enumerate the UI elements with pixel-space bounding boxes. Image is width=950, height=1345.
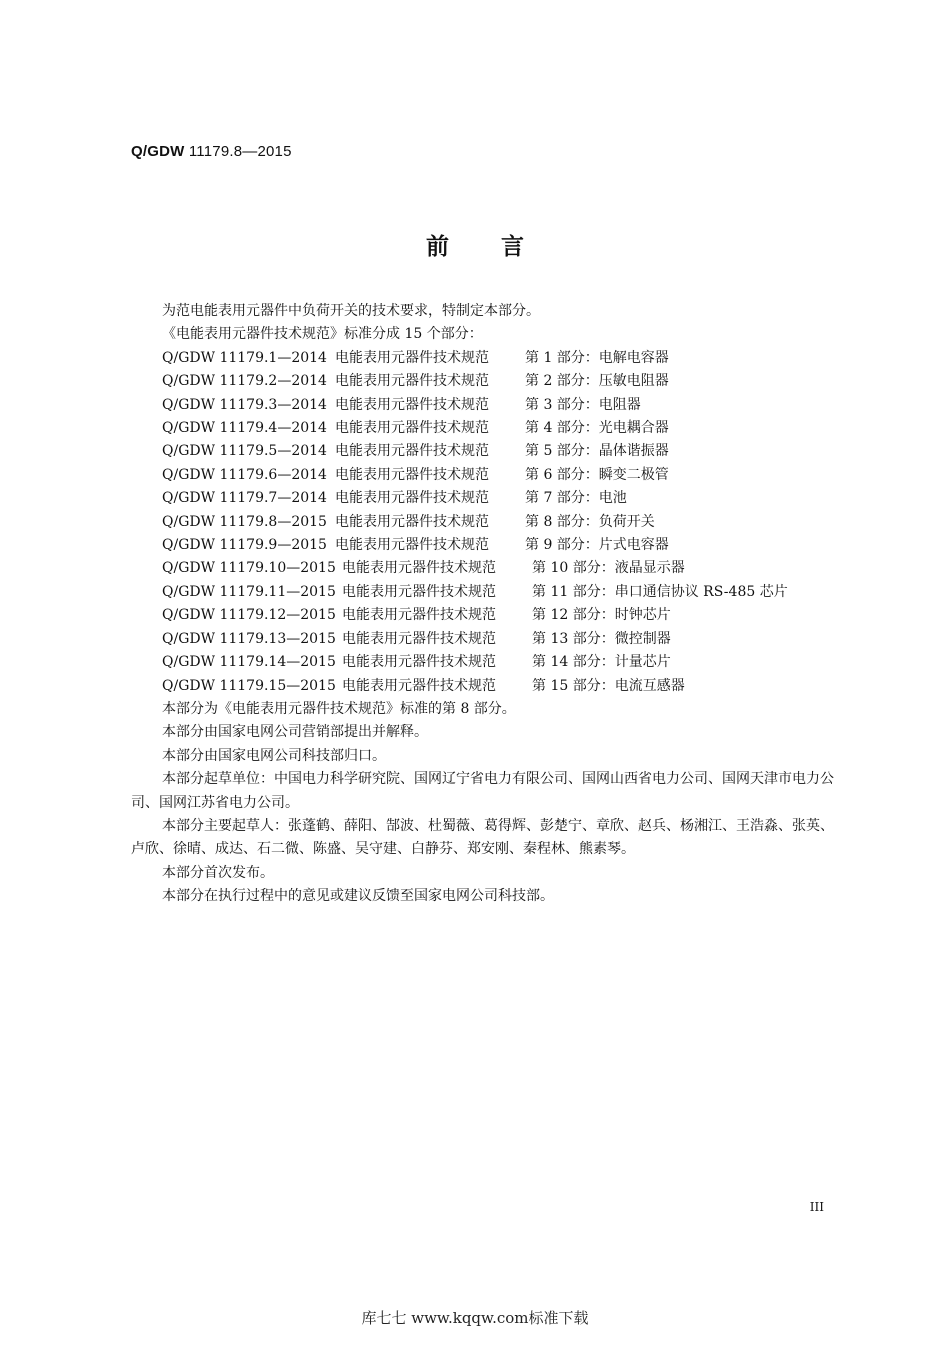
document-code <box>131 143 292 160</box>
list-item <box>131 417 843 440</box>
part-name: 电能表用元器件技术规范 <box>342 630 496 647</box>
part-code: Q/GDW 11179.13—2015 <box>162 630 336 647</box>
part-title: 第 5 部分：晶体谐振器 <box>525 443 669 460</box>
list-item <box>131 651 843 674</box>
part-code: Q/GDW 11179.7—2014 <box>162 490 327 507</box>
footer-watermark: 库七七 www.kqqw.com标准下载 <box>361 1309 589 1327</box>
document-code-number: 11179.8—2015 <box>188 143 292 160</box>
list-item <box>131 464 843 487</box>
list-item <box>131 581 843 604</box>
intro-paragraph: 《电能表用元器件技术规范》标准分成 15 个部分： <box>162 326 483 343</box>
part-title: 第 1 部分：电解电容器 <box>525 349 669 366</box>
part-name: 电能表用元器件技术规范 <box>335 537 489 554</box>
part-code: Q/GDW 11179.2—2014 <box>162 373 327 390</box>
part-name: 电能表用元器件技术规范 <box>335 396 489 413</box>
part-name: 电能表用元器件技术规范 <box>342 583 496 600</box>
drafting-units-paragraph: 本部分起草单位：中国电力科学研究院、国网辽宁省电力有限公司、国网山西省电力公司、国网天津市电力公司、国网江苏省电力公司。 <box>131 771 834 811</box>
part-title: 第 14 部分：计量芯片 <box>532 654 671 671</box>
list-item <box>131 534 843 557</box>
body-paragraph: 本部分由国家电网公司营销部提出并解释。 <box>162 724 428 741</box>
part-name: 电能表用元器件技术规范 <box>335 490 489 507</box>
part-name: 电能表用元器件技术规范 <box>342 560 496 577</box>
part-code: Q/GDW 11179.15—2015 <box>162 677 336 694</box>
part-title: 第 3 部分：电阻器 <box>525 396 641 413</box>
part-code: Q/GDW 11179.10—2015 <box>162 560 336 577</box>
part-name: 电能表用元器件技术规范 <box>335 420 489 437</box>
list-item <box>131 557 843 580</box>
body-paragraph: 本部分为《电能表用元器件技术规范》标准的第 8 部分。 <box>162 700 516 717</box>
list-item <box>131 347 843 370</box>
part-title: 第 13 部分：微控制器 <box>532 630 671 647</box>
page-number: III <box>809 1200 824 1214</box>
body-paragraph: 本部分首次发布。 <box>162 864 274 881</box>
list-item <box>131 628 843 651</box>
list-item <box>131 394 843 417</box>
body-paragraph: 本部分在执行过程中的意见或建议反馈至国家电网公司科技部。 <box>162 888 554 905</box>
part-name: 电能表用元器件技术规范 <box>342 677 496 694</box>
list-item <box>131 511 843 534</box>
part-title: 第 11 部分：串口通信协议 RS-485 芯片 <box>532 583 788 600</box>
part-code: Q/GDW 11179.14—2015 <box>162 654 336 671</box>
document-code-prefix: Q/GDW <box>131 143 185 160</box>
body-paragraph: 本部分由国家电网公司科技部归口。 <box>162 747 386 764</box>
part-title: 第 9 部分：片式电容器 <box>525 537 669 554</box>
part-code: Q/GDW 11179.9—2015 <box>162 537 327 554</box>
part-title: 第 7 部分：电池 <box>525 490 627 507</box>
part-name: 电能表用元器件技术规范 <box>335 373 489 390</box>
part-title: 第 2 部分：压敏电阻器 <box>525 373 669 390</box>
drafters-paragraph: 本部分主要起草人：张蓬鹤、薛阳、郜波、杜蜀薇、葛得辉、彭楚宁、章欣、赵兵、杨湘江、王浩淼、张英、卢欣、徐晴、成达、石二微、陈盛、吴守建、白静芬、郑安刚、秦程林、熊素琴。 <box>131 817 834 858</box>
intro-paragraph: 为范电能表用元器件中负荷开关的技术要求，特制定本部分。 <box>162 303 540 319</box>
part-code: Q/GDW 11179.6—2014 <box>162 466 327 483</box>
part-name: 电能表用元器件技术规范 <box>342 607 496 624</box>
list-item <box>131 440 843 463</box>
part-title: 第 6 部分：瞬变二极管 <box>525 466 669 483</box>
part-name: 电能表用元器件技术规范 <box>335 349 489 366</box>
page-title: 前言 <box>426 234 576 260</box>
part-name: 电能表用元器件技术规范 <box>335 443 489 460</box>
part-code: Q/GDW 11179.5—2014 <box>162 443 327 460</box>
part-name: 电能表用元器件技术规范 <box>335 513 489 530</box>
part-title: 第 4 部分：光电耦合器 <box>525 420 669 437</box>
part-code: Q/GDW 11179.8—2015 <box>162 513 327 530</box>
list-item <box>131 487 843 510</box>
part-code: Q/GDW 11179.3—2014 <box>162 396 327 413</box>
part-code: Q/GDW 11179.1—2014 <box>162 349 327 366</box>
part-code: Q/GDW 11179.11—2015 <box>162 583 336 600</box>
part-title: 第 15 部分：电流互感器 <box>532 677 685 694</box>
parts-list <box>131 347 843 698</box>
part-title: 第 8 部分：负荷开关 <box>525 513 655 530</box>
document-body <box>131 300 843 909</box>
list-item <box>131 370 843 393</box>
part-name: 电能表用元器件技术规范 <box>335 466 489 483</box>
part-name: 电能表用元器件技术规范 <box>342 654 496 671</box>
list-item <box>131 604 843 627</box>
part-code: Q/GDW 11179.12—2015 <box>162 607 336 624</box>
part-title: 第 10 部分：液晶显示器 <box>532 560 685 577</box>
list-item <box>131 675 843 698</box>
part-title: 第 12 部分：时钟芯片 <box>532 607 671 624</box>
part-code: Q/GDW 11179.4—2014 <box>162 420 327 437</box>
